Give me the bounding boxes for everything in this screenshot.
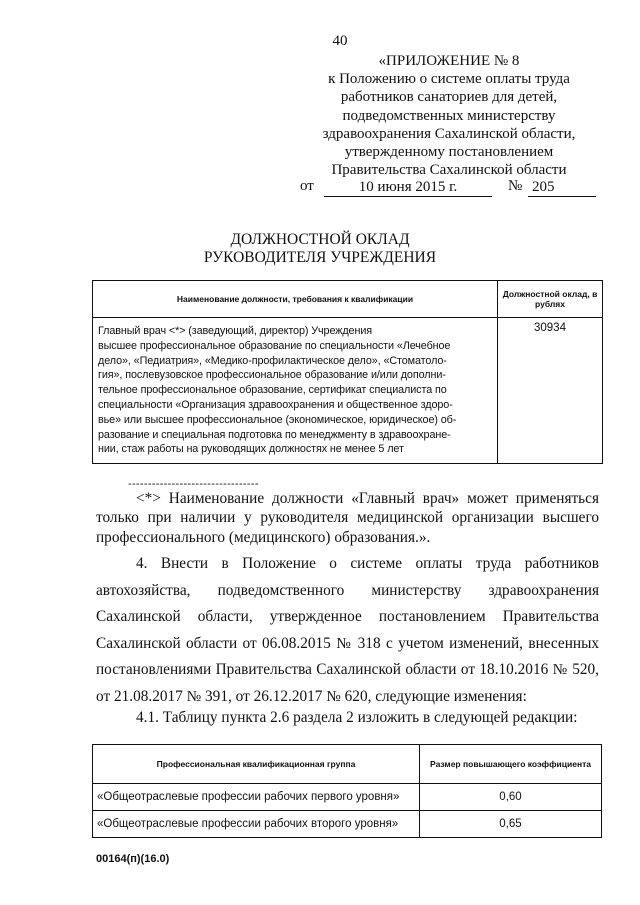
description-line: специальности «Организация здравоохранения и общественное здоро- <box>98 398 453 411</box>
table-row <box>93 811 602 838</box>
salary-value: 30934 <box>498 318 603 464</box>
appendix-line: здравоохранения Сахалинской области, <box>322 125 576 142</box>
coefficient-table <box>92 744 602 838</box>
salary-column-header: Должностной оклад, в рублях <box>498 281 603 318</box>
table-row <box>93 784 602 811</box>
description-line: дело», «Педиатрия», «Медико-профилактическое дело», «Стоматоло- <box>98 354 447 367</box>
appendix-line: подведомственных министерству <box>342 107 556 124</box>
resolution-date-line <box>300 178 598 198</box>
coefficient-cell: 0,65 <box>420 811 602 838</box>
resolution-date: 10 июня 2015 г. <box>324 178 492 197</box>
document-code: 00164(п)(16.0) <box>96 853 170 865</box>
appendix-line: утвержденному постановлением <box>344 144 554 161</box>
description-line: Главный врач <*> (заведующий, директор) Учреждения <box>98 325 373 337</box>
footnote-separator: --------------------------------- <box>128 478 259 490</box>
appendix-header <box>300 52 598 179</box>
appendix-line: Правительства Сахалинской области <box>331 162 567 179</box>
appendix-line: «ПРИЛОЖЕНИЕ № 8 <box>378 53 520 69</box>
date-prefix: от <box>300 178 314 194</box>
footnote-text: <*> Наименование должности «Главный врач» может применяться только при наличии у руководителя медицинской организации высшего профессионального (медицинского) образования.». <box>96 490 599 546</box>
description-line: нии, стаж работы на руководящих должностях не менее 5 лет <box>98 443 404 456</box>
appendix-line: к Положению о системе оплаты труда <box>328 71 570 88</box>
footnote <box>96 489 599 547</box>
coefficient-cell: 0,60 <box>420 784 602 811</box>
salary-table <box>92 280 603 464</box>
resolution-number: 205 <box>528 178 596 197</box>
title-line: ДОЛЖНОСТНОЙ ОКЛАД <box>230 231 410 248</box>
page-number: 40 <box>332 33 348 49</box>
description-line: гия», послевузовское профессиональное образование и/или дополни- <box>98 369 446 382</box>
table-header-row <box>93 745 602 784</box>
position-description <box>93 318 498 464</box>
paragraph-4-1-text: 4.1. Таблицу пункта 2.6 раздела 2 изложить в следующей редакции: <box>136 709 578 726</box>
paragraph-4-text: 4. Внести в Положение о системе оплаты труда работников автохозяйства, подведомственного министерству здравоохранения Сахалинской области, утвержденное постановлением Правительства Сахалинской области от 06.08.2015 № 318 с учетом изменений, внесенных постановлениями Правительства Сахалинской области от 18.10.2016 № 520, от 21.08.2017 № 391, от 26.12.2017 № 620, следующие изменения: <box>96 555 599 705</box>
coefficient-column-header: Размер повышающего коэффициента <box>420 745 602 784</box>
description-line: тельное профессиональное образование, сертификат специалиста по <box>98 384 447 397</box>
description-line: вье» или высшее профессиональное (экономическое, юридическое) об- <box>98 413 457 426</box>
description-line: разование и специальная подготовка по менеджменту в здравоохране- <box>98 428 451 441</box>
document-title <box>150 231 490 267</box>
title-line: РУКОВОДИТЕЛЯ УЧРЕЖДЕНИЯ <box>203 249 437 266</box>
group-cell: «Общеотраслевые профессии рабочих второго уровня» <box>93 811 420 838</box>
description-line: высшее профессиональное образование по специальности «Лечебное <box>98 339 451 352</box>
group-column-header: Профессиональная квалификационная группа <box>93 745 420 784</box>
table-row <box>93 318 603 464</box>
appendix-line: работников санаториев для детей, <box>340 89 558 106</box>
group-cell: «Общеотраслевые профессии рабочих первого уровня» <box>93 784 420 811</box>
position-column-header: Наименование должности, требования к квалификации <box>93 281 498 318</box>
paragraph-4 <box>96 551 599 710</box>
paragraph-4-1 <box>96 709 599 727</box>
number-prefix: № <box>508 178 523 194</box>
table-header-row <box>93 281 603 318</box>
